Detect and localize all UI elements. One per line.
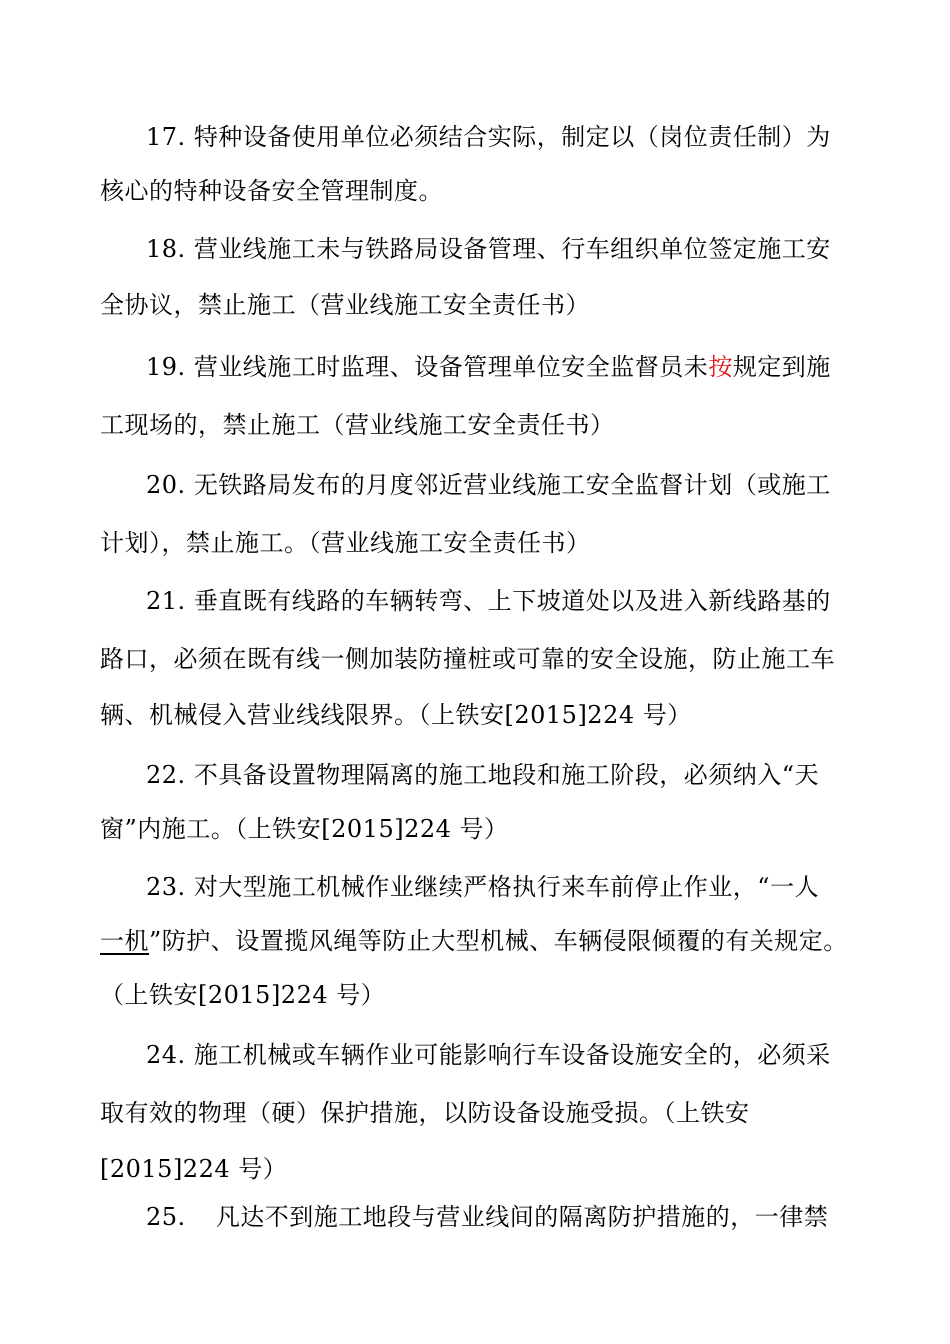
item-23-number: 23. xyxy=(146,873,186,901)
item-23-underlined: 一机 xyxy=(100,927,149,955)
item-21-text-1: 垂直既有线路的车辆转弯、上下坡道处以及进入新线路基的 xyxy=(193,587,831,615)
item-19-text-before: 营业线施工时监理、设备管理单位安全监督员未 xyxy=(193,353,709,381)
item-22-line-2: 窗”内施工。（上铁安[2015]224 号） xyxy=(100,815,509,843)
item-25-number: 25. xyxy=(146,1203,186,1231)
item-21-line-3: 辆、机械侵入营业线线限界。（上铁安[2015]224 号） xyxy=(100,701,692,729)
item-17-line-1 xyxy=(146,120,926,154)
item-17-number: 17. xyxy=(146,123,186,151)
item-23-text-2: ”防护、设置揽风绳等防止大型机械、车辆侵限倾覆的有关规定。 xyxy=(149,927,848,955)
item-20-number: 20. xyxy=(146,471,186,499)
item-21-line-1 xyxy=(146,584,926,618)
item-20-line-1 xyxy=(146,468,926,502)
item-21-number: 21. xyxy=(146,587,186,615)
item-23-line-3: （上铁安[2015]224 号） xyxy=(100,981,386,1009)
item-24-line-3: [2015]224 号） xyxy=(100,1155,288,1183)
item-19-line-2: 工现场的，禁止施工（营业线施工安全责任书） xyxy=(100,411,615,439)
item-24-line-1 xyxy=(146,1038,926,1072)
item-25-line-1 xyxy=(146,1200,926,1234)
item-20-text-1: 无铁路局发布的月度邻近营业线施工安全监督计划（或施工 xyxy=(193,471,831,499)
item-23-text-1: 对大型施工机械作业继续严格执行来车前停止作业，“一人 xyxy=(193,873,820,901)
item-23-line-1 xyxy=(146,870,926,904)
item-22-line-1 xyxy=(146,758,926,792)
item-24-line-2: 取有效的物理（硬）保护措施，以防设备设施受损。（上铁安 xyxy=(100,1099,750,1127)
item-19-highlight: 按 xyxy=(708,353,733,381)
item-22-number: 22. xyxy=(146,761,186,789)
item-17-text-1: 特种设备使用单位必须结合实际，制定以（岗位责任制）为 xyxy=(193,123,831,151)
item-21-line-2: 路口，必须在既有线一侧加装防撞桩或可靠的安全设施，防止施工车 xyxy=(100,645,835,673)
item-19-line-1 xyxy=(146,350,926,384)
item-25-text-1: 凡达不到施工地段与营业线间的隔离防护措施的，一律禁 xyxy=(215,1203,829,1231)
item-18-line-1 xyxy=(146,232,926,266)
item-24-text-1: 施工机械或车辆作业可能影响行车设备设施安全的，必须采 xyxy=(193,1041,831,1069)
item-22-text-1: 不具备设置物理隔离的施工地段和施工阶段，必须纳入“天 xyxy=(193,761,820,789)
item-23-line-2 xyxy=(100,924,880,958)
item-19-number: 19. xyxy=(146,353,186,381)
item-18-number: 18. xyxy=(146,235,186,263)
item-18-text-1: 营业线施工未与铁路局设备管理、行车组织单位签定施工安 xyxy=(193,235,831,263)
item-18-line-2: 全协议，禁止施工（营业线施工安全责任书） xyxy=(100,291,590,319)
item-20-line-2: 计划），禁止施工。（营业线施工安全责任书） xyxy=(100,529,591,557)
item-19-text-after: 规定到施 xyxy=(732,353,831,381)
item-24-number: 24. xyxy=(146,1041,186,1069)
item-17-line-2: 核心的特种设备安全管理制度。 xyxy=(100,177,443,205)
